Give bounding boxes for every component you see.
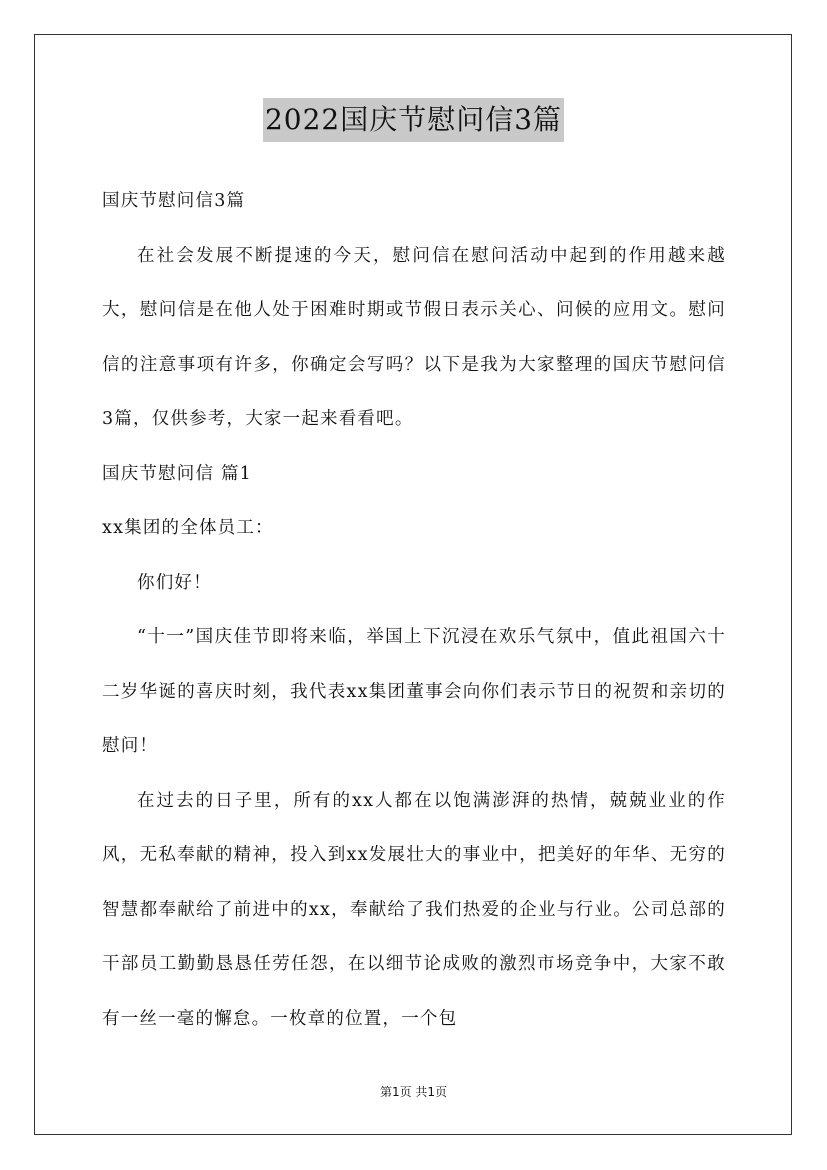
- document-title: 2022国庆节慰问信3篇: [263, 98, 564, 142]
- paragraph-salutation: xx集团的全体员工：: [102, 518, 274, 538]
- page-footer: 第1页 共1页: [379, 1085, 448, 1099]
- paragraph-intro: 在社会发展不断提速的今天，慰问信在慰问活动中起到的作用越来越大，慰问信是在他人处于困难时期或节假日表示关心、问候的应用文。慰问信的注意事项有许多，你确定会写吗？以下是我为大家整理的国庆节慰问信3篇，仅供参考，大家一起来看看吧。: [102, 245, 726, 429]
- paragraph-greeting: 你们好！: [137, 572, 212, 593]
- paragraph-body-2: 在过去的日子里，所有的xx人都在以饱满澎湃的热情，兢兢业业的作风，无私奉献的精神，投入到xx发展壮大的事业中，把美好的年华、无穷的智慧都奉献给了前进中的xx，奉献给了我们热爱的企业与行业。公司总部的干部员工勤勤恳恳任劳任怨，在以细节论成败的激烈市场竞争中，大家不敢有一丝一毫的懈怠。一枚章的位置，一个包: [102, 790, 726, 1029]
- title-area: [0, 98, 827, 142]
- paragraph-section-title: 国庆节慰问信 篇1: [102, 463, 252, 484]
- document-body: [102, 174, 726, 1046]
- paragraph-heading: 国庆节慰问信3篇: [102, 191, 246, 211]
- paragraph-body-1: “十一”国庆佳节即将来临，举国上下沉浸在欢乐气氛中，值此祖国六十二岁华诞的喜庆时刻，我代表xx集团董事会向你们表示节日的祝贺和亲切的慰问！: [102, 627, 726, 756]
